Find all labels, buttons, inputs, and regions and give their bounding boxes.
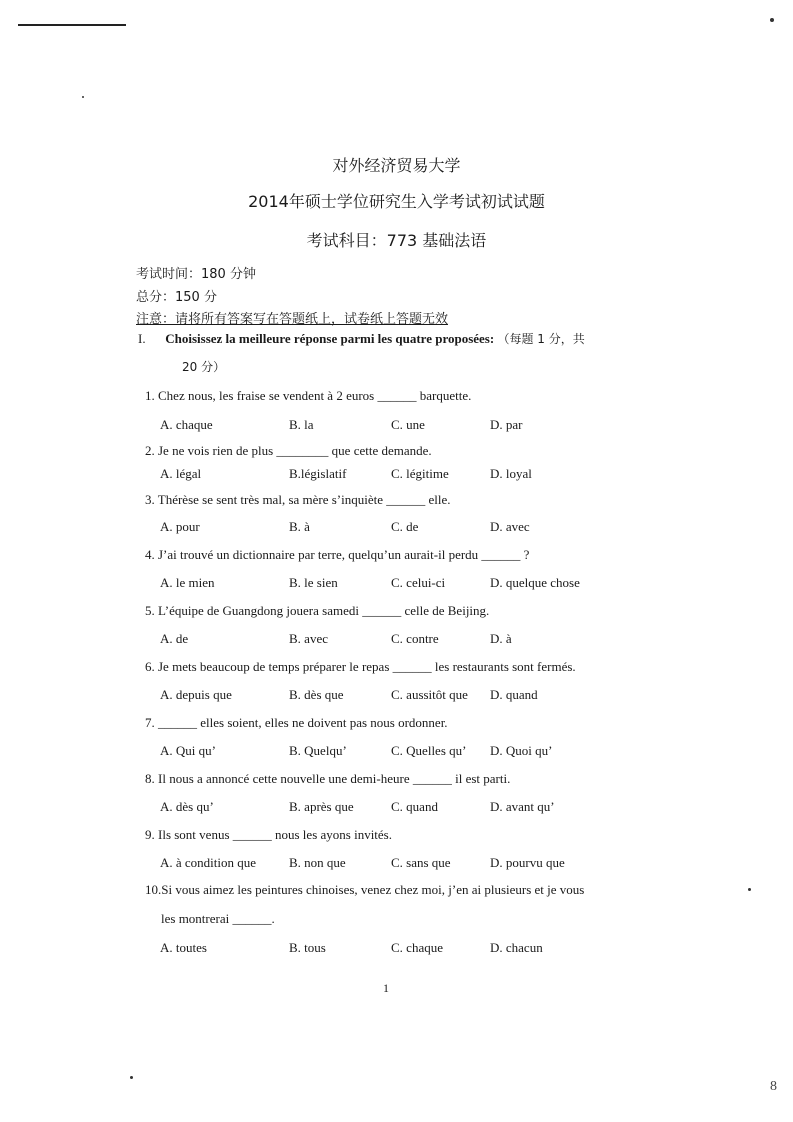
section-instruction: Choisissez la meilleure réponse parmi les quatre proposées: <box>165 331 495 346</box>
section-heading <box>138 330 643 374</box>
option-a: A. dès qu’ <box>160 799 214 814</box>
option-c: C. chaque <box>391 940 443 955</box>
question-9: 9. Ils sont venus ______ nous les ayons invités. <box>145 827 392 842</box>
option-a: A. chaque <box>160 417 213 432</box>
university-name: 对外经济贸易大学 <box>332 156 461 175</box>
option-c: C. contre <box>391 631 439 646</box>
corner-number: 8 <box>770 1079 777 1094</box>
page-number: 1 <box>383 981 389 995</box>
option-d: D. quand <box>490 687 538 702</box>
question-5: 5. L’équipe de Guangdong jouera samedi ______ celle de Beijing. <box>145 603 490 618</box>
option-b: B. tous <box>289 940 326 955</box>
options-3 <box>160 519 630 537</box>
answer-notice: 注意：请将所有答案写在答题纸上，试卷纸上答题无效 <box>136 312 449 327</box>
question-8: 8. Il nous a annoncé cette nouvelle une demi-heure ______ il est parti. <box>145 771 511 786</box>
option-a: A. de <box>160 631 189 646</box>
scan-speck <box>130 1076 133 1079</box>
scan-speck <box>748 888 751 891</box>
option-b: B. dès que <box>289 687 344 702</box>
options-1 <box>160 417 630 435</box>
options-2 <box>160 466 630 484</box>
option-d: D. par <box>490 417 523 432</box>
option-a: A. depuis que <box>160 687 232 702</box>
option-a: A. légal <box>160 466 202 481</box>
option-b: B.législatif <box>289 466 347 481</box>
question-6: 6. Je mets beaucoup de temps préparer le repas ______ les restaurants sont fermés. <box>145 659 576 674</box>
options-8 <box>160 799 630 817</box>
option-d: D. avant qu’ <box>490 799 555 814</box>
scan-speck <box>770 18 774 22</box>
option-b: B. la <box>289 417 314 432</box>
question-10-cont: les montrerai ______. <box>161 911 275 926</box>
question-7: 7. ______ elles soient, elles ne doivent pas nous ordonner. <box>145 715 448 730</box>
question-10: 10.Si vous aimez les peintures chinoises, venez chez moi, j’en ai plusieurs et je vous <box>145 882 585 897</box>
options-4 <box>160 575 630 593</box>
option-d: D. avec <box>490 519 530 534</box>
option-c: C. celui-ci <box>391 575 446 590</box>
option-c: C. légitime <box>391 466 449 481</box>
option-d: D. chacun <box>490 940 543 955</box>
question-3: 3. Thérèse se sent très mal, sa mère s’inquiète ______ elle. <box>145 492 451 507</box>
options-9 <box>160 855 630 873</box>
option-c: C. aussitôt que <box>391 687 468 702</box>
total-score: 总分：150 分 <box>136 290 217 305</box>
options-10 <box>160 940 630 958</box>
option-d: D. pourvu que <box>490 855 565 870</box>
question-4: 4. J’ai trouvé un dictionnaire par terre, quelqu’un aurait-il perdu ______ ? <box>145 547 530 562</box>
option-a: A. le mien <box>160 575 215 590</box>
options-6 <box>160 687 630 705</box>
option-c: C. une <box>391 417 425 432</box>
option-a: A. pour <box>160 519 200 534</box>
option-b: B. Quelqu’ <box>289 743 347 758</box>
option-c: C. quand <box>391 799 438 814</box>
scan-speck <box>82 96 84 98</box>
question-2: 2. Je ne vois rien de plus ________ que cette demande. <box>145 443 432 458</box>
question-1: 1. Chez nous, les fraise se vendent à 2 euros ______ barquette. <box>145 388 472 403</box>
option-d: D. Quoi qu’ <box>490 743 553 758</box>
option-a: A. Qui qu’ <box>160 743 216 758</box>
options-5 <box>160 631 630 649</box>
option-b: B. le sien <box>289 575 338 590</box>
option-d: D. quelque chose <box>490 575 580 590</box>
option-d: D. à <box>490 631 512 646</box>
option-c: C. Quelles qu’ <box>391 743 467 758</box>
option-b: B. non que <box>289 855 346 870</box>
options-7 <box>160 743 630 761</box>
option-b: B. avec <box>289 631 328 646</box>
option-c: C. de <box>391 519 419 534</box>
option-c: C. sans que <box>391 855 451 870</box>
exam-subject: 考试科目：773 基础法语 <box>306 231 487 250</box>
exam-time: 考试时间：180 分钟 <box>136 267 256 282</box>
section-points: （每题 1 分，共 <box>497 332 585 346</box>
option-a: A. à condition que <box>160 855 257 870</box>
section-number: I. <box>138 331 146 346</box>
option-a: A. toutes <box>160 940 207 955</box>
section-points-cont: 20 分） <box>182 360 226 374</box>
scan-top-line <box>18 24 126 26</box>
option-b: B. à <box>289 519 310 534</box>
option-d: D. loyal <box>490 466 532 481</box>
exam-title: 2014年硕士学位研究生入学考试初试试题 <box>248 192 545 211</box>
option-b: B. après que <box>289 799 354 814</box>
